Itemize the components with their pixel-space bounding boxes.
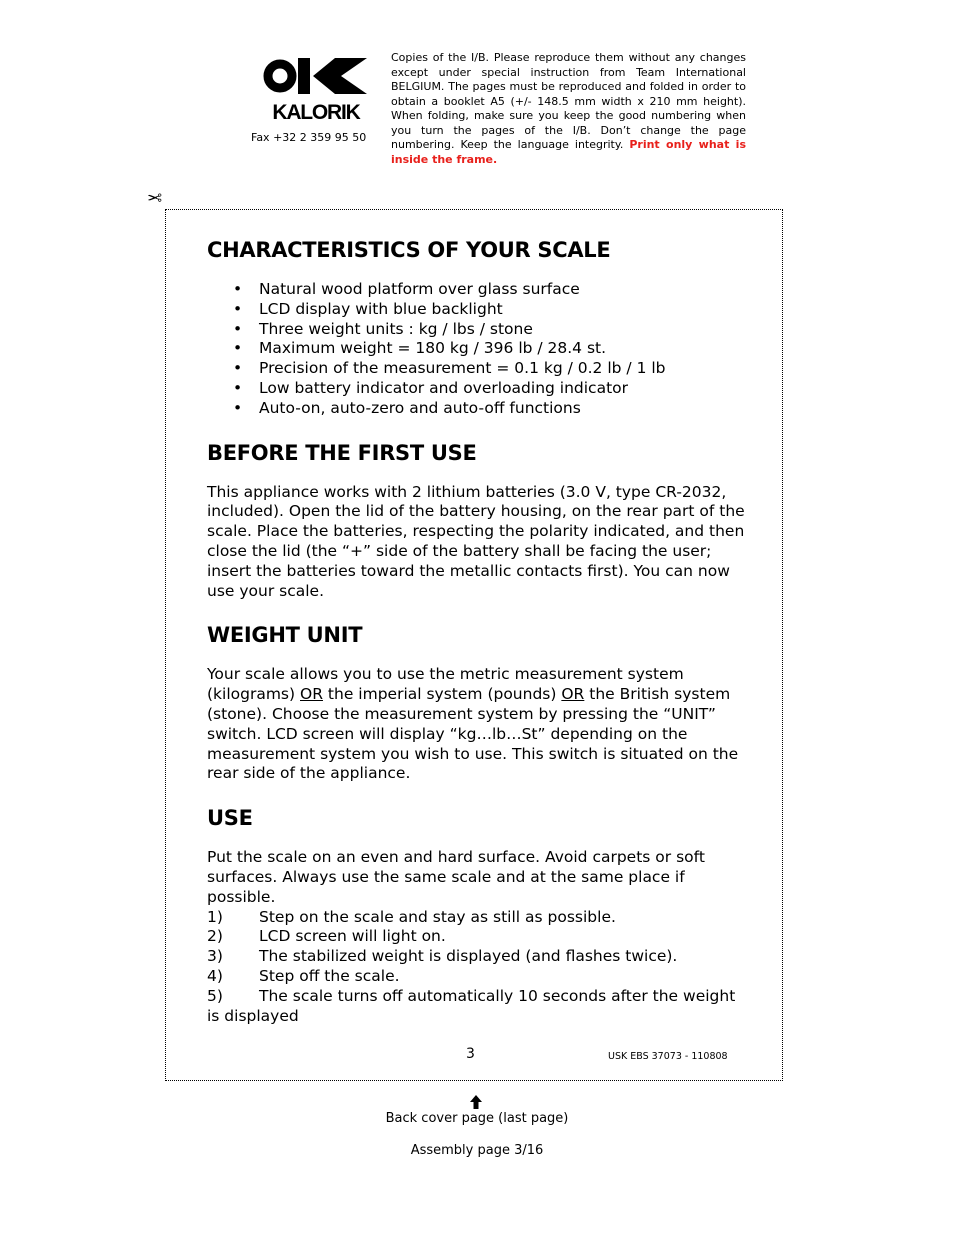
use-steps bbox=[207, 908, 752, 1027]
logo-text: KALORIK bbox=[272, 101, 360, 121]
arrow-up-icon bbox=[469, 1094, 483, 1110]
bullet-icon: • bbox=[233, 359, 243, 378]
or-underlined: OR bbox=[561, 685, 585, 704]
assembly-page-label: Assembly page 3/16 bbox=[410, 1143, 544, 1158]
list-item: • Maximum weight = 180 kg / 396 lb / 28.4 st. bbox=[233, 339, 607, 358]
list-item: 5) The scale turns off automatically 10 seconds after the weight is displayed bbox=[207, 986, 736, 1025]
bullet-icon: • bbox=[233, 280, 243, 298]
weight-unit-heading: WEIGHT UNIT bbox=[207, 623, 363, 648]
page-content bbox=[207, 236, 752, 1026]
use-intro: Put the scale on an even and hard surface. Avoid carpets or soft surfaces. Always use the same scale and at the same place if possible. bbox=[207, 848, 705, 906]
or-underlined: OR bbox=[300, 685, 323, 704]
list-item: 4) Step off the scale. bbox=[207, 966, 400, 985]
document-code: USK EBS 37073 - 110808 bbox=[608, 1051, 728, 1062]
bullet-icon: • bbox=[233, 339, 243, 358]
use-heading: USE bbox=[207, 806, 253, 831]
kalorik-logo bbox=[263, 55, 369, 121]
bullet-icon: • bbox=[233, 299, 243, 318]
scissors-icon: ✂ bbox=[147, 186, 163, 207]
characteristics-heading: CHARACTERISTICS OF YOUR SCALE bbox=[207, 238, 611, 262]
list-item: • Auto-on, auto-zero and auto-off functions bbox=[233, 398, 581, 417]
notice-print-only: Print only what is inside the frame. bbox=[391, 138, 746, 166]
list-item: • Low battery indicator and overloading indicator bbox=[233, 378, 629, 397]
list-item: • Precision of the measurement = 0.1 kg / 0.2 lb / 1 lb bbox=[233, 359, 666, 378]
weight-unit-text: Your scale allows you to use the metric measurement system (kilograms) OR the imperial system (pounds) OR the British system (stone). Choose the measurement system by pressing the “UNIT” switch. LCD screen will display “kg…lb…St” depending on the measurement system you wish to use. This switch is situated on the rear side of the appliance. bbox=[207, 665, 739, 783]
fax-number: Fax +32 2 359 95 50 bbox=[251, 131, 367, 144]
before-first-use-text: This appliance works with 2 lithium batteries (3.0 V, type CR-2032, included). Open the lid of the battery housing, on the rear part of the scale. Place the batteries, respecting the polarity indicated, and then close the lid (the “+” side of the battery shall be facing the user; insert the batteries toward the metallic contacts first). You can now use your scale. bbox=[207, 482, 745, 600]
bullet-icon: • bbox=[233, 378, 243, 397]
before-first-use-heading: BEFORE THE FIRST USE bbox=[207, 440, 477, 465]
list-item: 1) Step on the scale and stay as still as possible. bbox=[207, 907, 616, 926]
characteristics-list bbox=[207, 280, 752, 419]
bullet-icon: • bbox=[233, 319, 243, 338]
reproduction-notice bbox=[391, 51, 746, 167]
list-item: • LCD display with blue backlight bbox=[233, 299, 503, 318]
list-item: • Natural wood platform over glass surface bbox=[233, 280, 580, 298]
list-item: 2) LCD screen will light on. bbox=[207, 927, 446, 946]
list-item: • Three weight units : kg / lbs / stone bbox=[233, 319, 533, 338]
notice-text: Copies of the I/B. Please reproduce them without any changes except under special instruction from Team International BELGIUM. The pages must be reproduced and folded in order to obtain a booklet A5 (+/- 148.5 mm width x 210 mm height). When folding, make sure you keep the good numbering when you turn the pages of the I/B. Don’t change the page numbering. Keep the language integrity. bbox=[391, 51, 746, 151]
list-item: 3) The stabilized weight is displayed (and flashes twice). bbox=[207, 947, 678, 966]
bullet-icon: • bbox=[233, 398, 243, 417]
back-cover-label: Back cover page (last page) bbox=[385, 1111, 569, 1126]
page-number: 3 bbox=[466, 1046, 475, 1062]
